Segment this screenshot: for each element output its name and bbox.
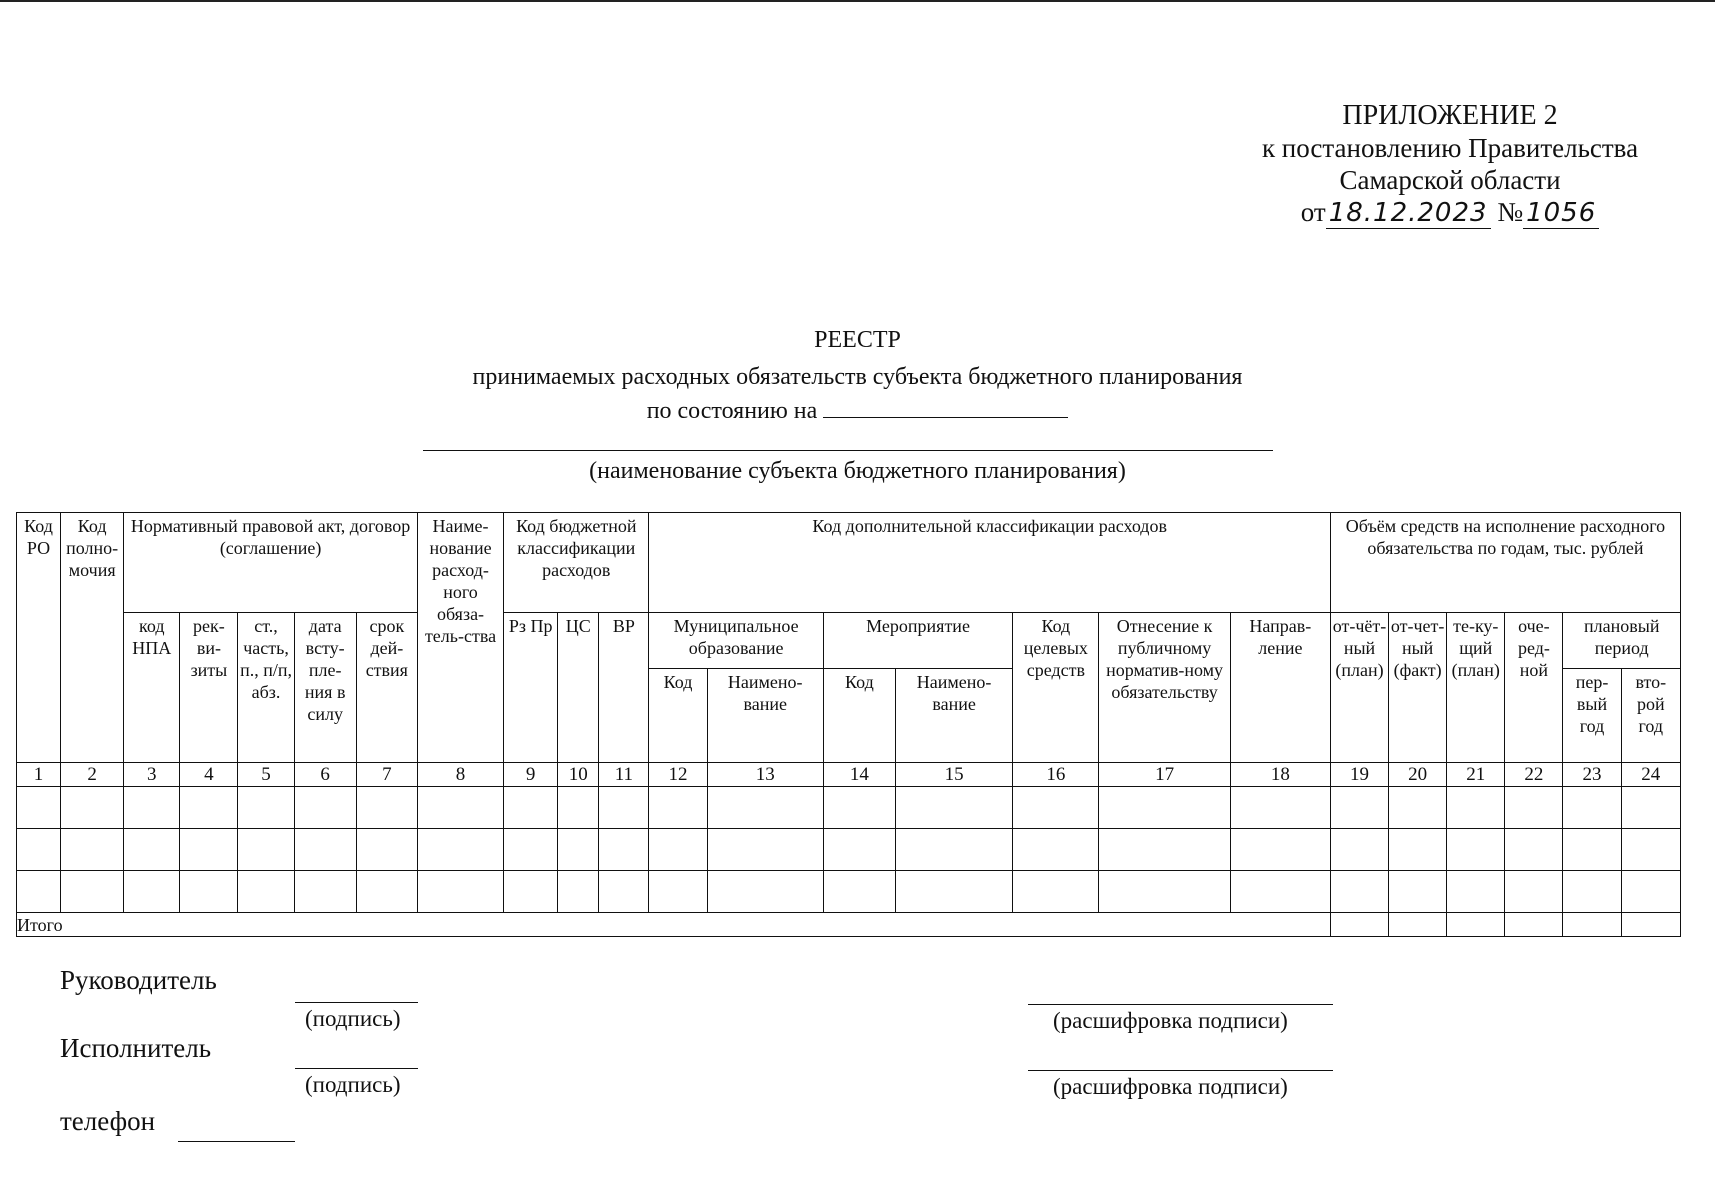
th-second-year: вто-рой год <box>1621 669 1680 763</box>
subject-caption: (наименование субъекта бюджетного планирования) <box>589 458 1126 484</box>
column-number: 23 <box>1563 763 1621 787</box>
table-cell[interactable] <box>180 871 238 913</box>
table-cell[interactable] <box>356 871 417 913</box>
table-cell[interactable] <box>1505 829 1563 871</box>
th-municipality-name: Наимено-вание <box>707 669 823 763</box>
table-cell[interactable] <box>294 871 356 913</box>
table-cell[interactable] <box>17 787 61 829</box>
table-cell[interactable] <box>823 787 895 829</box>
appendix-title: ПРИЛОЖЕНИЕ 2 <box>1342 100 1558 131</box>
table-cell[interactable] <box>61 871 124 913</box>
table-cell[interactable] <box>1505 787 1563 829</box>
handwritten-number: 1056 <box>1523 198 1599 229</box>
column-number: 24 <box>1621 763 1680 787</box>
table-cell[interactable] <box>558 871 599 913</box>
th-volume-group: Объём средств на исполнение расходного обязательства по годам, тыс. рублей <box>1330 513 1680 613</box>
as-of-line <box>0 397 1715 425</box>
table-cell[interactable] <box>17 871 61 913</box>
total-cell[interactable] <box>1621 913 1680 937</box>
th-event: Мероприятие <box>823 613 1012 669</box>
phone-line[interactable] <box>178 1141 295 1142</box>
table-cell[interactable] <box>504 871 558 913</box>
table-cell[interactable] <box>180 787 238 829</box>
table-cell[interactable] <box>61 787 124 829</box>
column-number: 9 <box>504 763 558 787</box>
th-code-ro: Код РО <box>17 513 61 763</box>
register-table <box>16 512 1681 937</box>
register-subtitle: принимаемых расходных обязательств субъекта бюджетного планирования <box>472 364 1243 390</box>
th-vr: ВР <box>599 613 649 763</box>
total-cell[interactable] <box>1563 913 1621 937</box>
table-cell[interactable] <box>180 829 238 871</box>
table-cell[interactable] <box>649 787 707 829</box>
column-number: 3 <box>124 763 180 787</box>
header-row-2 <box>17 613 1681 669</box>
total-cell[interactable] <box>1389 913 1447 937</box>
th-event-code: Код <box>823 669 895 763</box>
column-number: 16 <box>1013 763 1099 787</box>
subject-name-line <box>423 450 1273 451</box>
column-number: 1 <box>17 763 61 787</box>
table-cell[interactable] <box>1230 787 1330 829</box>
th-direction: Направ-ление <box>1230 613 1330 763</box>
from-prefix: от <box>1300 197 1326 227</box>
column-number: 14 <box>823 763 895 787</box>
th-target-code: Код целевых средств <box>1013 613 1099 763</box>
handwritten-date: 18.12.2023 <box>1326 198 1491 229</box>
data-row <box>17 829 1681 871</box>
table-cell[interactable] <box>1621 787 1680 829</box>
th-public-norm: Отнесение к публичному норматив-ному обязательству <box>1099 613 1230 763</box>
table-cell[interactable] <box>895 871 1012 913</box>
total-cell[interactable] <box>1447 913 1505 937</box>
th-npa-date: дата всту-пле-ния в силу <box>294 613 356 763</box>
table-cell[interactable] <box>1389 871 1447 913</box>
table-cell[interactable] <box>356 829 417 871</box>
th-npa-requisites: рек-ви-зиты <box>180 613 238 763</box>
column-number: 12 <box>649 763 707 787</box>
total-label: Итого <box>17 913 1331 937</box>
table-cell[interactable] <box>1621 871 1680 913</box>
column-number: 21 <box>1447 763 1505 787</box>
register-title: РЕЕСТР <box>814 327 901 353</box>
head-label: Руководитель <box>60 965 217 995</box>
column-number: 20 <box>1389 763 1447 787</box>
table-cell[interactable] <box>1389 829 1447 871</box>
appendix-date-line <box>1301 196 1600 229</box>
column-number: 22 <box>1505 763 1563 787</box>
appendix-line-1: к постановлению Правительства <box>1261 133 1639 163</box>
th-current-plan: те-ку-щий (план) <box>1447 613 1505 763</box>
table-cell[interactable] <box>17 829 61 871</box>
executor-signature-line[interactable] <box>295 1068 418 1069</box>
table-cell[interactable] <box>1621 829 1680 871</box>
table-cell[interactable] <box>1230 829 1330 871</box>
th-next-year: оче-ред-ной <box>1505 613 1563 763</box>
head-signature-line[interactable] <box>295 1002 418 1003</box>
th-kbk-group: Код бюджетной классификации расходов <box>504 513 649 613</box>
table-cell[interactable] <box>895 787 1012 829</box>
th-npa-group: Нормативный правовой акт, договор (соглашение) <box>124 513 418 613</box>
column-number: 15 <box>895 763 1012 787</box>
table-cell[interactable] <box>1099 871 1230 913</box>
phone-label: телефон <box>60 1106 156 1136</box>
table-cell[interactable] <box>238 787 294 829</box>
table-cell[interactable] <box>356 787 417 829</box>
th-planning-period: плановый период <box>1563 613 1681 669</box>
table-cell[interactable] <box>504 829 558 871</box>
as-of-label: по состоянию на <box>646 398 818 424</box>
table-cell[interactable] <box>823 829 895 871</box>
table-cell[interactable] <box>417 787 503 829</box>
table-cell[interactable] <box>1330 787 1388 829</box>
th-first-year: пер-вый год <box>1563 669 1621 763</box>
data-row <box>17 787 1681 829</box>
head-signature-caption: (подпись) <box>305 1006 401 1031</box>
table-cell[interactable] <box>599 829 649 871</box>
th-additional-classification: Код дополнительной классификации расходов <box>649 513 1331 613</box>
table-cell[interactable] <box>1330 829 1388 871</box>
table-cell[interactable] <box>124 829 180 871</box>
table-cell[interactable] <box>1389 787 1447 829</box>
th-npa-code: код НПА <box>124 613 180 763</box>
th-code-authority: Код полно-мочия <box>61 513 124 763</box>
table-cell[interactable] <box>294 829 356 871</box>
column-number: 4 <box>180 763 238 787</box>
column-number: 13 <box>707 763 823 787</box>
th-npa-article: ст., часть, п., п/п, абз. <box>238 613 294 763</box>
th-reporting-plan: от-чёт-ный (план) <box>1330 613 1388 763</box>
table-cell[interactable] <box>1447 787 1505 829</box>
total-cell[interactable] <box>1505 913 1563 937</box>
table-cell[interactable] <box>1013 829 1099 871</box>
table-cell[interactable] <box>238 871 294 913</box>
th-rzpr: Рз Пр <box>504 613 558 763</box>
executor-signature-caption: (подпись) <box>305 1072 401 1097</box>
table-cell[interactable] <box>895 829 1012 871</box>
table-cell[interactable] <box>1563 871 1621 913</box>
table-cell[interactable] <box>1013 787 1099 829</box>
page-top-border <box>0 0 1715 2</box>
th-reporting-fact: от-чет-ный (факт) <box>1389 613 1447 763</box>
number-sign: № <box>1497 197 1524 227</box>
column-number: 8 <box>417 763 503 787</box>
data-row <box>17 871 1681 913</box>
table-cell[interactable] <box>1447 829 1505 871</box>
table-cell[interactable] <box>707 871 823 913</box>
column-number: 18 <box>1230 763 1330 787</box>
table-cell[interactable] <box>599 871 649 913</box>
table-cell[interactable] <box>124 871 180 913</box>
th-cs: ЦС <box>558 613 599 763</box>
th-event-name: Наимено-вание <box>895 669 1012 763</box>
column-number: 5 <box>238 763 294 787</box>
table-cell[interactable] <box>61 829 124 871</box>
table-cell[interactable] <box>558 829 599 871</box>
table-cell[interactable] <box>1013 871 1099 913</box>
head-decode-line[interactable] <box>1028 1004 1333 1005</box>
column-number: 10 <box>558 763 599 787</box>
column-number: 6 <box>294 763 356 787</box>
column-number-row <box>17 763 1681 787</box>
header-row-1 <box>17 513 1681 613</box>
column-number: 2 <box>61 763 124 787</box>
appendix-block <box>1240 100 1660 229</box>
total-row <box>17 913 1681 937</box>
table-cell[interactable] <box>294 787 356 829</box>
table-cell[interactable] <box>1230 871 1330 913</box>
table-cell[interactable] <box>649 829 707 871</box>
table-cell[interactable] <box>558 787 599 829</box>
th-obligation-name: Наиме-нование расход-ного обяза-тель-ства <box>417 513 503 763</box>
executor-label: Исполнитель <box>60 1033 212 1063</box>
column-number: 7 <box>356 763 417 787</box>
column-number: 19 <box>1330 763 1388 787</box>
total-cell[interactable] <box>1330 913 1388 937</box>
th-municipality-code: Код <box>649 669 707 763</box>
table-cell[interactable] <box>823 871 895 913</box>
table-cell[interactable] <box>1447 871 1505 913</box>
table-cell[interactable] <box>504 787 558 829</box>
table-cell[interactable] <box>1330 871 1388 913</box>
th-municipality: Муниципальное образование <box>649 613 823 669</box>
table-cell[interactable] <box>417 871 503 913</box>
executor-decode-line[interactable] <box>1028 1070 1333 1071</box>
table-cell[interactable] <box>1563 787 1621 829</box>
table-cell[interactable] <box>649 871 707 913</box>
table-cell[interactable] <box>1099 829 1230 871</box>
executor-decode-caption: (расшифровка подписи) <box>1053 1074 1288 1099</box>
table-cell[interactable] <box>1099 787 1230 829</box>
table-cell[interactable] <box>599 787 649 829</box>
table-cell[interactable] <box>124 787 180 829</box>
table-cell[interactable] <box>1563 829 1621 871</box>
table-cell[interactable] <box>417 829 503 871</box>
table-cell[interactable] <box>238 829 294 871</box>
table-cell[interactable] <box>707 829 823 871</box>
appendix-line-2: Самарской области <box>1339 165 1561 195</box>
as-of-blank <box>823 397 1068 418</box>
th-npa-term: срок дей-ствия <box>356 613 417 763</box>
table-cell[interactable] <box>1505 871 1563 913</box>
column-number: 11 <box>599 763 649 787</box>
head-decode-caption: (расшифровка подписи) <box>1053 1008 1288 1033</box>
table-cell[interactable] <box>707 787 823 829</box>
column-number: 17 <box>1099 763 1230 787</box>
